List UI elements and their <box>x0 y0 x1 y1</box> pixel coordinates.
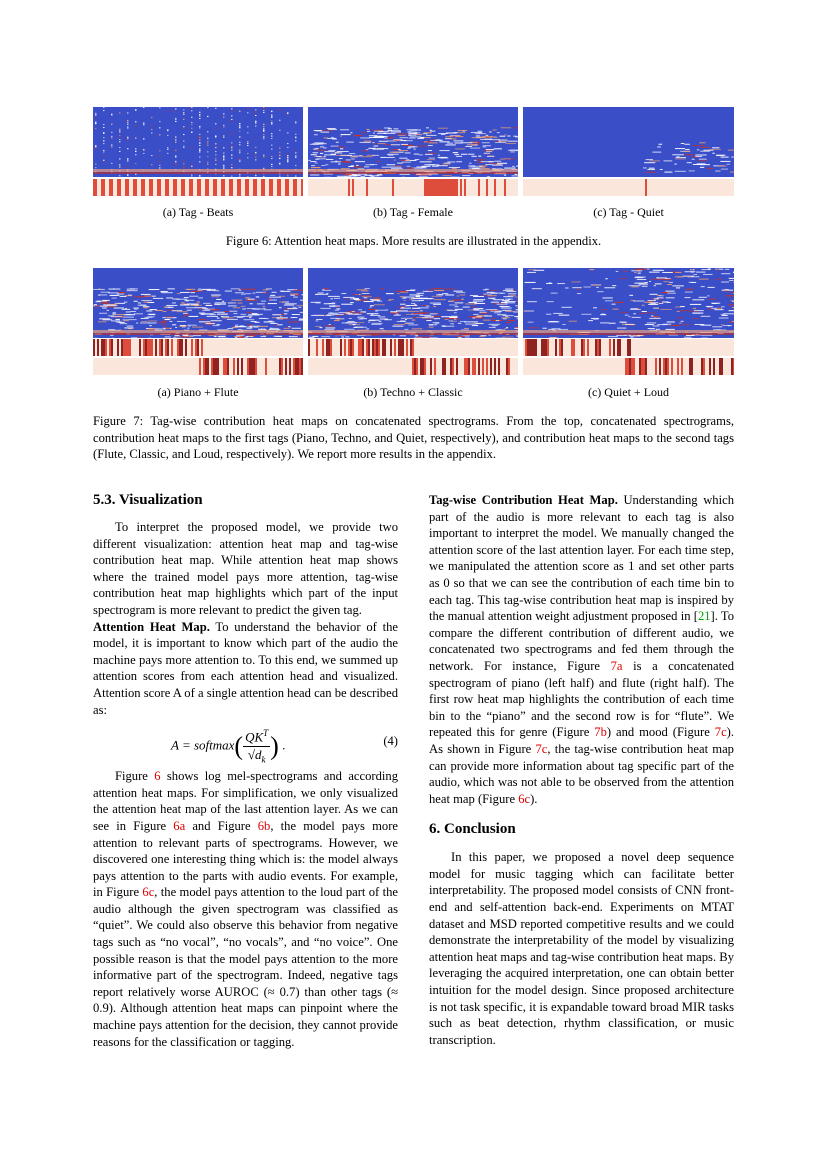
fig7c-panel <box>523 268 734 376</box>
eq-sup: T <box>263 728 269 739</box>
eq-sub: k <box>261 754 266 765</box>
paragraph-heading-attention: Attention Heat Map. <box>93 619 210 634</box>
eq-numerator: QK <box>245 729 264 745</box>
paragraph-conclusion: In this paper, we proposed a novel deep sequence model for music tagging which can facilitate better interpretability. The proposed model consists of CNN front-end and self-attention back-end. Experiments on MTAT dataset and MSD reported competitive results and we could demonstrate the interpretability of the model by visualizing attention heat maps and tag-wise contribution heat maps. By leveraging the acquired interpretation, one can obtain better intuition for the model design. Since proposed architecture is not task specific, it is expandable toward broad MIR tasks such as beat detection, rhythm classification, or music transcription. <box>429 850 734 1047</box>
paragraph-tagwise-contribution <box>429 492 734 807</box>
p3-text-3: and Figure <box>185 818 258 833</box>
paragraph-intro: To interpret the proposed model, we provide two different visualization: attention heat map and tag-wise contribution heat map. While attention heat map shows where the trained model pays more attention, tag-wise contribution heat map highlights which part of the input spectrogram is more relevant to predict the given tag. <box>93 520 398 617</box>
ref-fig6[interactable]: 6 <box>154 769 161 784</box>
left-column <box>93 490 398 1050</box>
section-heading-conclusion: 6. Conclusion <box>429 821 516 838</box>
ref-fig7c-2[interactable]: 7c <box>535 741 548 756</box>
fig6c-spectrogram <box>523 107 734 177</box>
p3-text-1: Figure <box>115 769 155 784</box>
fig6b-panel <box>308 107 518 196</box>
eq-lhs: A = softmax <box>171 737 235 753</box>
fig6a-heatmap <box>93 179 303 196</box>
fig7-caption: Figure 7: Tag-wise contribution heat maps on concatenated spectrograms. From the top, concatenated spectrograms, contribution heat maps to the first tags (Piano, Techno, and Quiet, respectively), and contribution heat maps to the second tags (Flute, Classic, and Loud, respectively). We report more results in the appendix. <box>93 414 734 461</box>
ref-fig7b[interactable]: 7b <box>594 725 607 740</box>
r1-text-4: ) and mood (Figure <box>606 725 715 740</box>
fig6b-subcaption: (b) Tag - Female <box>373 205 453 219</box>
fig7a-panel <box>93 268 303 376</box>
r1-text-7: ). <box>530 791 538 806</box>
fig7a-spectrogram <box>93 268 303 338</box>
p3-text-5: , the model pays attention to the loud part of the audio although the given spectrogram was classified as “quiet”. We could also observe this behavior from negative tags such as “no vocal”, “no vocals”, and “no voice”. One possible reason is that the model pays attention to the more informative part of the spectrogram. Indeed, negative tags report relatively worse AUROC (≈ 0.7) than other tags (≈ 0.9). Although attention heat maps can pinpoint where the machine pays attention for the decision, they cannot provide reasons for the classification or tagging. <box>93 885 398 1049</box>
fig7b-heatmap-second-tag <box>308 358 518 375</box>
fig6c-subcaption: (c) Tag - Quiet <box>593 205 664 219</box>
fig6a-panel <box>93 107 303 196</box>
eq-denominator: d <box>254 747 262 763</box>
attention-text: To understand the behavior of the model, it is important to know which part of the audio the machine pays more attention to. To this end, we summed up attention scores from each attention head and visualized. Attention score A of a single attention head can be described as: <box>93 619 398 717</box>
paragraph-figure6-discussion <box>93 768 398 1050</box>
fig7a-heatmap-first-tag <box>93 339 303 356</box>
eq-tail: . <box>282 737 286 753</box>
eq-number: (4) <box>383 734 398 749</box>
r1-text-6: , the tag-wise contribution heat map can provide more information about tag specific part of the audio, which was not able to be observed from the attention heat map (Figure <box>429 741 734 806</box>
p3-text-2: shows log mel-spectrograms and according attention heat maps. For simplification, we only visualized the attention heat map of the last attention layer. As we can see in Figure <box>93 769 398 833</box>
p3-text-4: , the model pays more attention to relevant parts of spectrograms. However, we discovered one interesting thing which is: the model always pays attention to the parts with audio events. For example, in Figure <box>93 818 398 900</box>
r1-text-5: ). As shown in Figure <box>429 725 735 756</box>
right-column <box>429 492 734 1048</box>
ref-fig7a[interactable]: 7a <box>610 658 623 673</box>
fig7c-heatmap-second-tag <box>523 358 734 375</box>
ref-fig7c[interactable]: 7c <box>714 725 727 740</box>
r1-text-3: is a concatenated spectrogram of piano (left half) and flute (right half). The first row heat map highlights the contribution of each time bin to the “piano” and the second row is for “flute”. We repeated this for genre (Figure <box>429 658 734 740</box>
fig7c-subcaption: (c) Quiet + Loud <box>587 385 670 399</box>
fig6c-panel <box>523 107 734 196</box>
fig7b-spectrogram <box>308 268 518 338</box>
fig7b-heatmap-first-tag <box>308 339 518 356</box>
fig6b-spectrogram <box>308 107 518 177</box>
fig6c-heatmap <box>523 179 734 196</box>
fig7c-heatmap-first-tag <box>523 339 734 356</box>
fig7a-heatmap-second-tag <box>93 358 303 375</box>
fig6a-subcaption: (a) Tag - Beats <box>162 205 234 219</box>
ref-cite-21[interactable]: 21 <box>697 609 711 624</box>
fig7b-panel <box>308 268 518 376</box>
r1-text-1: Understanding which part of the audio is more relevant to each tag is also important to interpret the model. We manually changed the attention score of the last attention layer. For each time step, we manipulated the attention score as 1 and set other parts as 0 so that we can see the contribution of each time bin to each tag. This tag-wise contribution heat map is inspired by the manual attention weight adjustment proposed in [ <box>429 493 734 624</box>
fig6a-spectrogram <box>93 107 303 177</box>
fig6b-heatmap <box>308 179 518 196</box>
eq-root: √ <box>247 747 255 763</box>
fig7c-spectrogram <box>523 268 734 338</box>
fig7b-subcaption: (b) Techno + Classic <box>363 385 463 399</box>
fig7a-subcaption: (a) Piano + Flute <box>157 385 239 399</box>
equation-4: A = softmax( $\frac{QK^T}{√d_k}$ ) . (4) <box>93 718 398 764</box>
ref-fig6a[interactable]: 6a <box>173 818 186 833</box>
fig6-caption: Figure 6: Attention heat maps. More results are illustrated in the appendix. <box>225 234 602 248</box>
ref-fig6c-2[interactable]: 6c <box>518 791 531 806</box>
section-heading-visualization: 5.3. Visualization <box>93 492 203 508</box>
paragraph-heading-tagwise: Tag-wise Contribution Heat Map. <box>429 493 618 507</box>
paragraph-attention-heat-map <box>93 619 398 719</box>
r1-text-2: ]. To compare the different contribution of different audio, we concatenated two spectrograms and fed them through the network. For instance, Figure <box>429 609 734 673</box>
ref-fig6c[interactable]: 6c <box>142 885 155 900</box>
ref-fig6b[interactable]: 6b <box>257 818 271 833</box>
